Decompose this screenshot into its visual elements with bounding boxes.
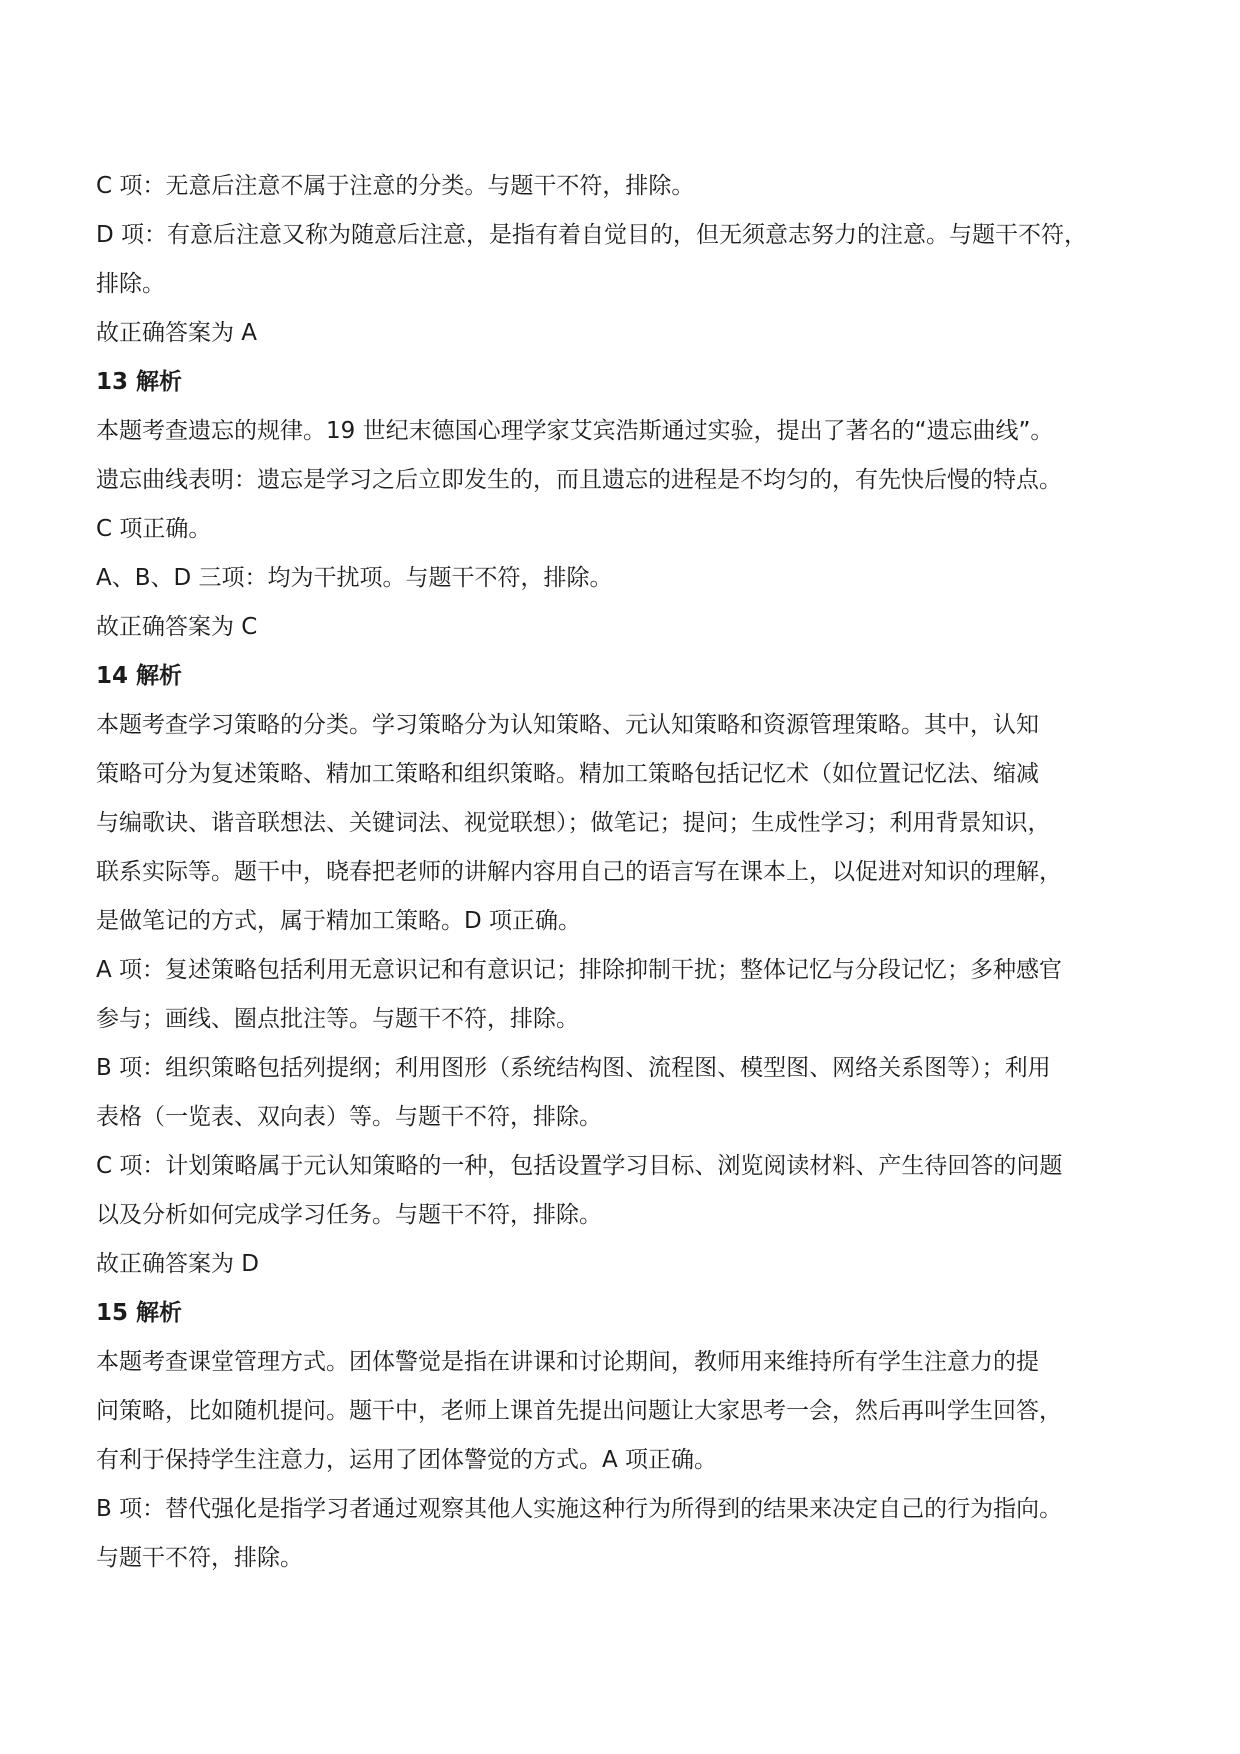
answer-line: 故正确答案为 D bbox=[96, 1251, 260, 1277]
text-line: 问策略，比如随机提问。题干中，老师上课首先提出问题让大家思考一会，然后再叫学生回答， bbox=[96, 1398, 1062, 1424]
section-heading-13: 13 解析 bbox=[96, 369, 183, 395]
text-line: C 项：计划策略属于元认知策略的一种，包括设置学习目标、浏览阅读材料、产生待回答的问题 bbox=[96, 1153, 1063, 1179]
text-line: 以及分析如何完成学习任务。与题干不符，排除。 bbox=[96, 1202, 602, 1228]
text-line: B 项：替代强化是指学习者通过观察其他人实施这种行为所得到的结果来决定自己的行为指向。 bbox=[96, 1496, 1063, 1522]
text-line: 联系实际等。题干中，晓春把老师的讲解内容用自己的语言写在课本上，以促进对知识的理解， bbox=[96, 859, 1062, 885]
text-line: 本题考查学习策略的分类。学习策略分为认知策略、元认知策略和资源管理策略。其中，认知 bbox=[96, 712, 1039, 738]
text-line: C 项正确。 bbox=[96, 516, 212, 542]
text-line: 排除。 bbox=[96, 271, 165, 297]
text-line: C 项：无意后注意不属于注意的分类。与题干不符，排除。 bbox=[96, 173, 695, 199]
section-heading-15: 15 解析 bbox=[96, 1300, 183, 1326]
text-line: B 项：组织策略包括列提纲；利用图形（系统结构图、流程图、模型图、网络关系图等）；利用 bbox=[96, 1055, 1051, 1081]
answer-line: 故正确答案为 A bbox=[96, 320, 258, 346]
answer-line: 故正确答案为 C bbox=[96, 614, 258, 640]
text-line: 表格（一览表、双向表）等。与题干不符，排除。 bbox=[96, 1104, 602, 1130]
text-line: A 项：复述策略包括利用无意识记和有意识记；排除抑制干扰；整体记忆与分段记忆；多种感官 bbox=[96, 957, 1063, 983]
text-line: 遗忘曲线表明：遗忘是学习之后立即发生的，而且遗忘的进程是不均匀的，有先快后慢的特点。 bbox=[96, 467, 1062, 493]
text-line: D 项：有意后注意又称为随意后注意，是指有着自觉目的，但无须意志努力的注意。与题干不符， bbox=[96, 222, 1088, 248]
text-line: 本题考查课堂管理方式。团体警觉是指在讲课和讨论期间，教师用来维持所有学生注意力的提 bbox=[96, 1349, 1039, 1375]
text-line: A、B、D 三项：均为干扰项。与题干不符，排除。 bbox=[96, 565, 613, 591]
text-line: 参与；画线、圈点批注等。与题干不符，排除。 bbox=[96, 1006, 579, 1032]
text-line: 有利于保持学生注意力，运用了团体警觉的方式。A 项正确。 bbox=[96, 1447, 718, 1473]
text-line: 与题干不符，排除。 bbox=[96, 1545, 303, 1571]
text-line: 与编歌诀、谐音联想法、关键词法、视觉联想）；做笔记；提问；生成性学习；利用背景知识， bbox=[96, 810, 1051, 836]
text-line: 是做笔记的方式，属于精加工策略。D 项正确。 bbox=[96, 908, 582, 934]
text-line: 策略可分为复述策略、精加工策略和组织策略。精加工策略包括记忆术（如位置记忆法、缩减 bbox=[96, 761, 1039, 787]
section-heading-14: 14 解析 bbox=[96, 663, 183, 689]
text-line: 本题考查遗忘的规律。19 世纪末德国心理学家艾宾浩斯通过实验，提出了著名的“遗忘曲线”。 bbox=[96, 418, 1054, 444]
